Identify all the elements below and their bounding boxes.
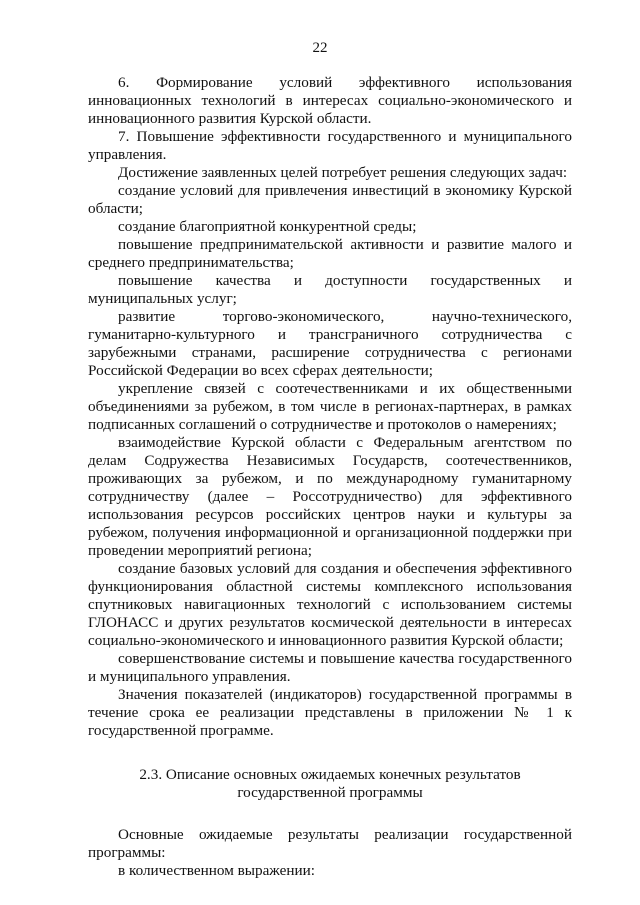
paragraph-goal-6: 6. Формирование условий эффективного использования инновационных технологий в интересах социально-экономического и инновационного развития Курской области. [88, 74, 572, 127]
section-heading-line: 2.3. Описание основных ожидаемых конечных результатов [139, 766, 521, 783]
list-item: создание благоприятной конкурентной среды; [118, 218, 417, 235]
list-item: развитие торгово-экономического, научно-технического, гуманитарно-культурного и трансграничного сотрудничества с зарубежными странами, расширение сотрудничества с регионами Российской Федерации во всех сферах деятельности; [88, 308, 572, 379]
list-item: повышение качества и доступности государственных и муниципальных услуг; [88, 272, 572, 307]
list-item: создание базовых условий для создания и обеспечения эффективного функционирования областной системы комплексного использования спутниковых навигационных технологий с использованием системы ГЛОНАСС и других результатов космической деятельности в интересах социально-экономического и инновационного развития Курской области; [88, 560, 572, 649]
paragraph-goal-7: 7. Повышение эффективности государственного и муниципального управления. [88, 128, 572, 163]
page-number: 22 [312, 40, 328, 56]
list-item: повышение предпринимательской активности и развитие малого и среднего предпринимательства; [88, 236, 572, 271]
list-item: совершенствование системы и повышение качества государственного и муниципального управления. [88, 650, 572, 685]
paragraph-tasks-intro: Достижение заявленных целей потребует решения следующих задач: [118, 164, 568, 181]
list-item: укрепление связей с соотечественниками и их общественными объединениями за рубежом, в том числе в регионах-партнерах, в рамках подписанных соглашений о сотрудничестве и протоколов о намерениях; [88, 380, 572, 433]
list-item: взаимодействие Курской области с Федеральным агентством по делам Содружества Независимых Государств, соотечественников, проживающих за рубежом, и по международному гуманитарному сотрудничеству (далее – Россотрудничество) для эффективного использования ресурсов российских центров науки и культуры за рубежом, получения информационной и организационной поддержки при проведении мероприятий региона; [88, 434, 572, 559]
list-item: создание условий для привлечения инвестиций в экономику Курской области; [88, 182, 572, 217]
document-body [88, 74, 572, 880]
paragraph-quantitative: в количественном выражении: [118, 862, 315, 879]
section-heading [88, 766, 572, 802]
paragraph-results-intro: Основные ожидаемые результаты реализации государственной программы: [88, 826, 572, 861]
section-heading-line: государственной программы [237, 784, 423, 801]
paragraph-indicators: Значения показателей (индикаторов) государственной программы в течение срока ее реализации представлены в приложении № 1 к государственной программе. [88, 686, 572, 739]
